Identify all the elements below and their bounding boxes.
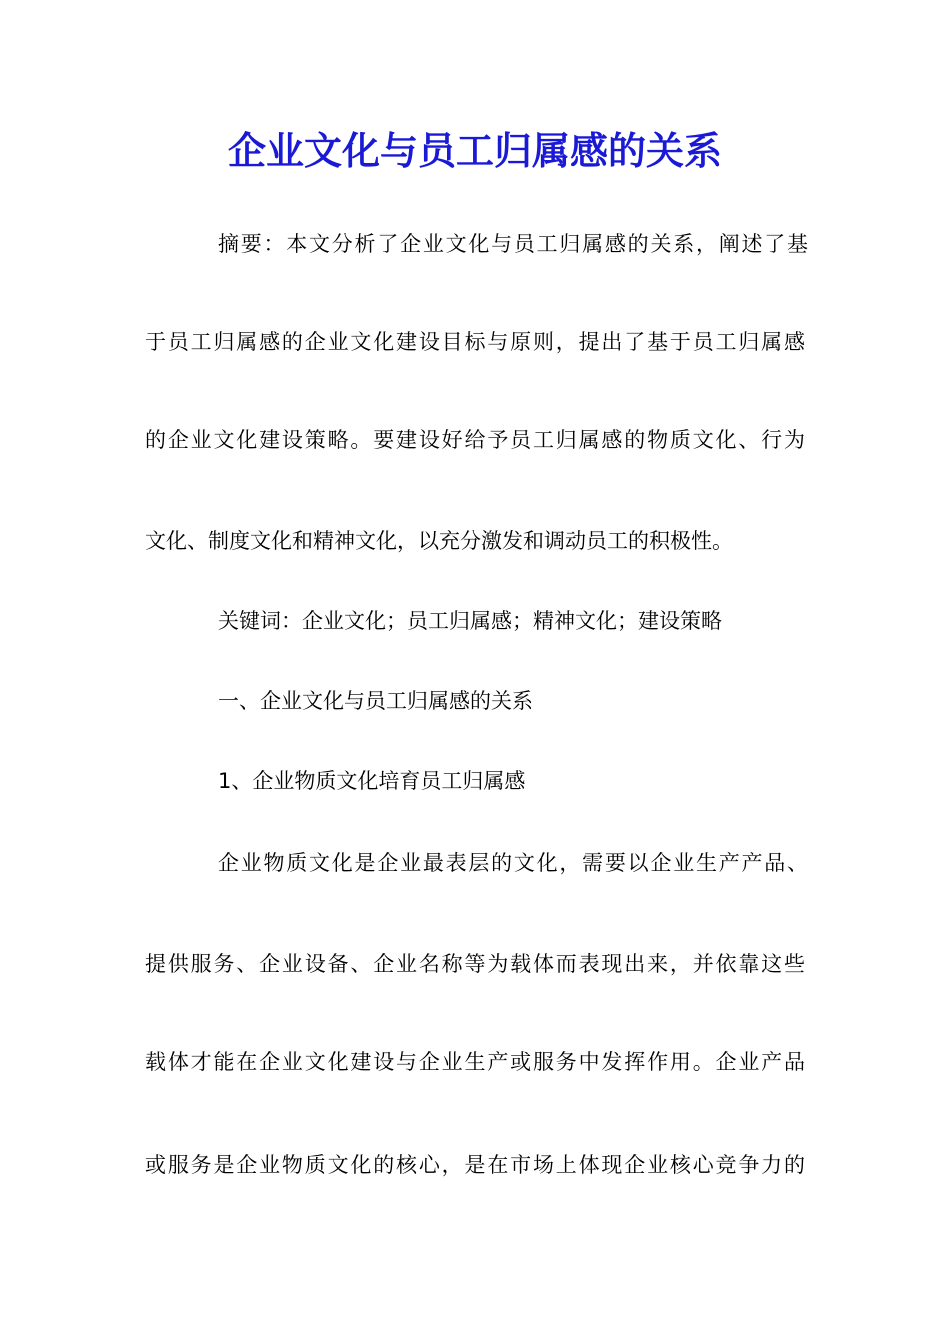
- body-line-4: 或服务是企业物质文化的核心，是在市场上体现企业核心竞争力的: [145, 1153, 805, 1177]
- section-heading: 一、企业文化与员工归属感的关系: [218, 689, 533, 713]
- abstract-line-3: 的企业文化建设策略。要建设好给予员工归属感的物质文化、行为: [145, 428, 805, 452]
- keywords-line: 关键词：企业文化；员工归属感；精神文化；建设策略: [218, 609, 722, 633]
- body-line-1: 企业物质文化是企业最表层的文化，需要以企业生产产品、: [218, 851, 808, 875]
- abstract-line-4: 文化、制度文化和精神文化，以充分激发和调动员工的积极性。: [145, 529, 733, 553]
- subsection-heading: 1、企业物质文化培育员工归属感: [218, 769, 526, 793]
- abstract-line-1: 摘要：本文分析了企业文化与员工归属感的关系，阐述了基: [218, 232, 808, 256]
- body-line-2: 提供服务、企业设备、企业名称等为载体而表现出来，并依靠这些: [145, 952, 805, 976]
- document-title: 企业文化与员工归属感的关系: [227, 128, 722, 173]
- abstract-line-2: 于员工归属感的企业文化建设目标与原则，提出了基于员工归属感: [145, 330, 805, 354]
- body-line-3: 载体才能在企业文化建设与企业生产或服务中发挥作用。企业产品: [145, 1050, 805, 1074]
